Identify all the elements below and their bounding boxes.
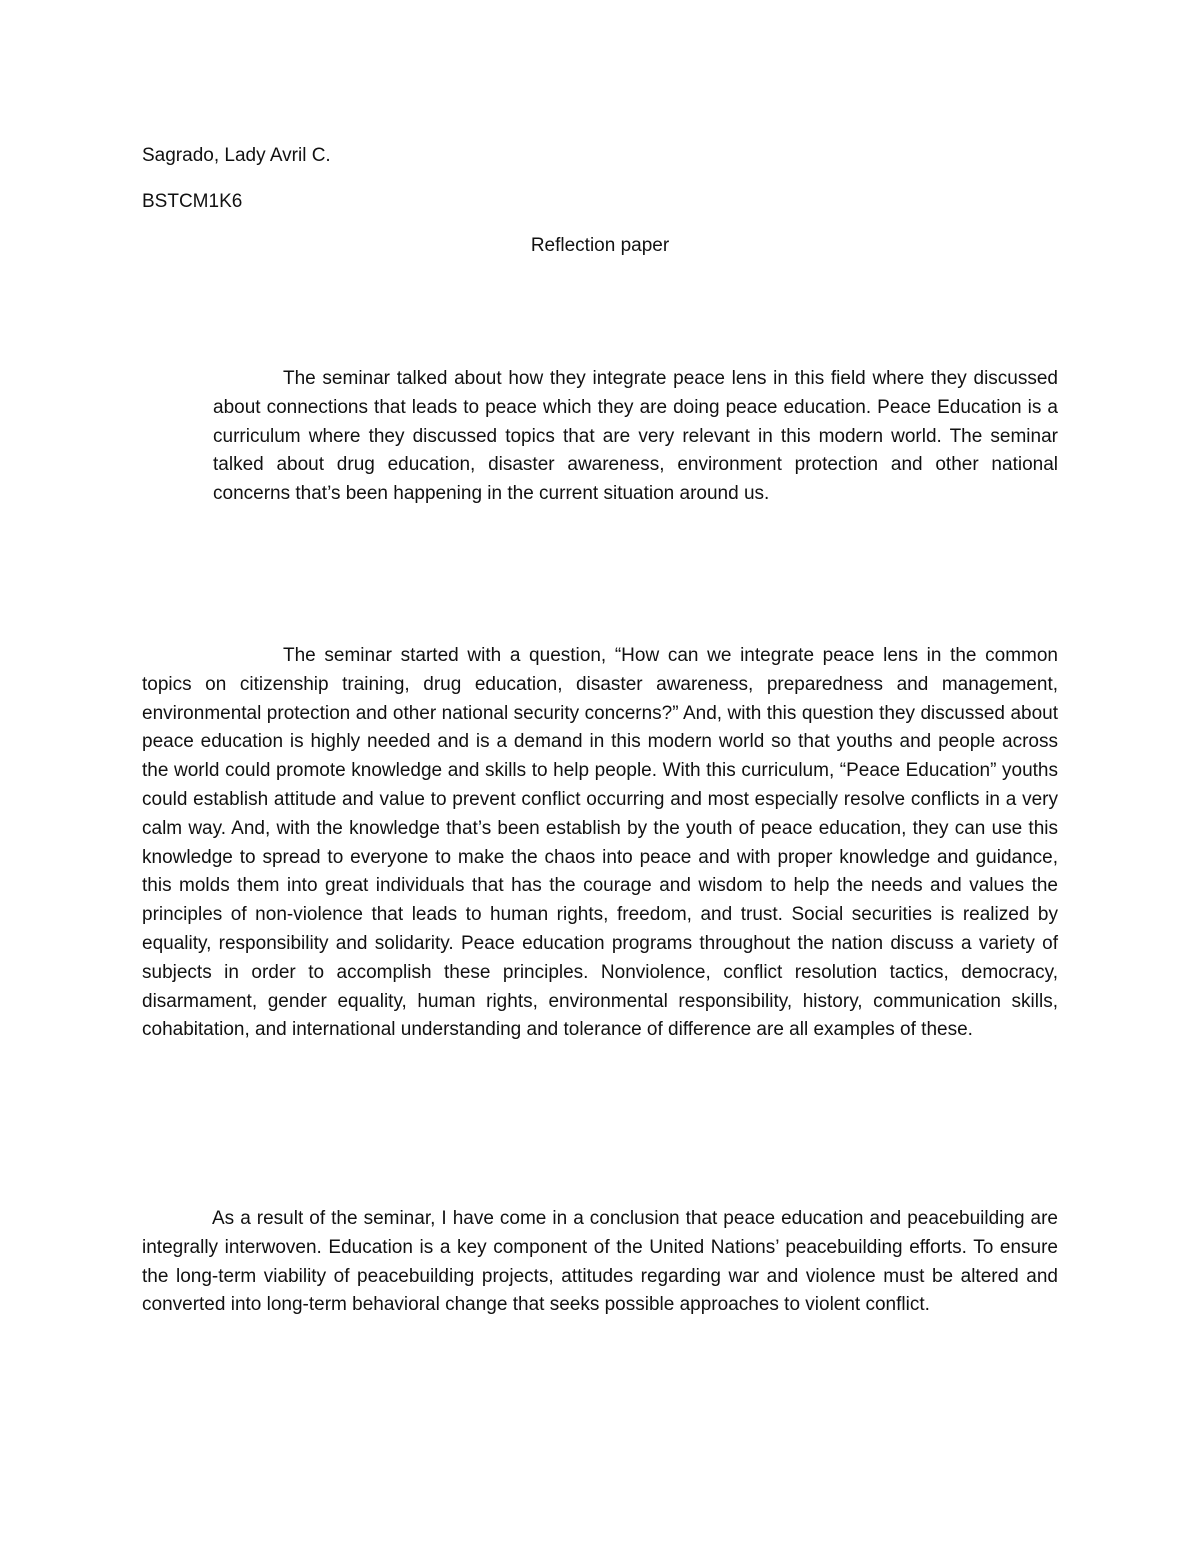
document-title: Reflection paper [530,235,670,256]
author-name: Sagrado, Lady Avril C. [142,145,331,166]
paragraph-conclusion: As a result of the seminar, I have come in a conclusion that peace education and peacebuilding are integrally interwoven. Education is a key component of the United Nations’ peacebuilding efforts. To ensure the long-term viability of peacebuilding projects, attitudes regarding war and violence must be altered and converted into long-term behavioral change that seeks possible approaches to violent conflict. [142,1208,1058,1316]
course-code: BSTCM1K6 [142,191,243,212]
paragraph-body: The seminar started with a question, “How can we integrate peace lens in the common topics on citizenship training, drug education, disaster awareness, preparedness and management, environmental protection and other national security concerns?” And, with this question they discussed about peace education is highly needed and is a demand in this modern world so that youths and people across the world could promote knowledge and skills to help people. With this curriculum, “Peace Education” youths could establish attitude and value to prevent conflict occurring and most especially resolve conflicts in a very calm way. And, with the knowledge that’s been establish by the youth of peace education, they can use this knowledge to spread to everyone to make the chaos into peace and with proper knowledge and guidance, this molds them into great individuals that has the courage and wisdom to help the needs and values the principles of non-violence that leads to human rights, freedom, and trust. Social securities is realized by equality, responsibility and solidarity. Peace education programs throughout the nation discuss a variety of subjects in order to accomplish these principles. Nonviolence, conflict resolution tactics, democracy, disarmament, gender equality, human rights, environmental responsibility, history, communication skills, cohabitation, and international understanding and tolerance of difference are all examples of these. [142,645,1058,1041]
paragraph-intro: The seminar talked about how they integrate peace lens in this field where they discussed about connections that leads to peace which they are doing peace education. Peace Education is a curriculum where they discussed topics that are very relevant in this modern world. The seminar talked about drug education, disaster awareness, environment protection and other national concerns that’s been happening in the current situation around us. [213,368,1058,505]
